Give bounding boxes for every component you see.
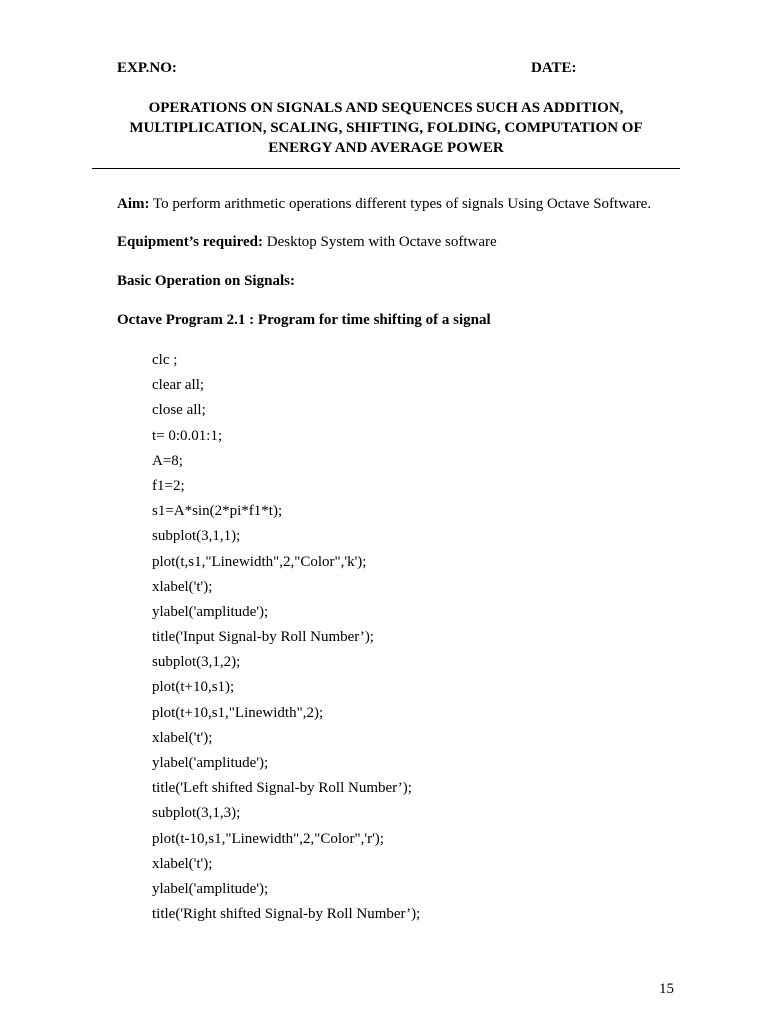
code-line: subplot(3,1,2); xyxy=(152,654,241,671)
code-line: clc ; xyxy=(152,352,178,368)
code-line: ylabel('amplitude'); xyxy=(152,880,269,897)
aim-text: To perform arithmetic operations different types of signals Using Octave Software. xyxy=(149,196,652,212)
code-line: A=8; xyxy=(152,452,183,469)
exp-no-label: EXP.NO: xyxy=(117,60,177,76)
title-line: MULTIPLICATION, SCALING, SHIFTING, FOLDING, COMPUTATION OF xyxy=(129,120,643,136)
code-line: t= 0:0.01:1; xyxy=(152,427,223,444)
code-line: title('Right shifted Signal-by Roll Number’); xyxy=(152,906,421,923)
program-heading: Octave Program 2.1 : Program for time shifting of a signal xyxy=(117,312,491,328)
code-line: subplot(3,1,3); xyxy=(152,805,241,822)
code-line: ylabel('amplitude'); xyxy=(152,603,269,620)
aim-paragraph xyxy=(117,194,651,214)
code-line: plot(t,s1,"Linewidth",2,"Color",'k'); xyxy=(152,553,367,570)
title-line: ENERGY AND AVERAGE POWER xyxy=(268,140,504,156)
code-line: title('Left shifted Signal-by Roll Number’); xyxy=(152,780,412,797)
code-line: close all; xyxy=(152,402,206,419)
horizontal-divider xyxy=(92,168,680,169)
equipment-label: Equipment’s required: xyxy=(117,234,263,250)
code-line: xlabel('t'); xyxy=(152,855,213,872)
code-line: subplot(3,1,1); xyxy=(152,528,241,545)
title-line: OPERATIONS ON SIGNALS AND SEQUENCES SUCH AS ADDITION, xyxy=(148,100,624,116)
code-line: s1=A*sin(2*pi*f1*t); xyxy=(152,503,283,520)
code-line: ylabel('amplitude'); xyxy=(152,755,269,771)
equipment-paragraph xyxy=(117,232,497,252)
code-line: plot(t+10,s1); xyxy=(152,679,235,696)
code-line: title('Input Signal-by Roll Number’); xyxy=(152,629,374,646)
code-line: xlabel('t'); xyxy=(152,578,213,595)
code-listing xyxy=(152,350,420,929)
code-line: f1=2; xyxy=(152,477,185,494)
equipment-text: Desktop System with Octave software xyxy=(263,234,497,250)
section-heading: Basic Operation on Signals: xyxy=(117,273,295,289)
page-number: 15 xyxy=(659,981,674,997)
code-line: plot(t-10,s1,"Linewidth",2,"Color",'r'); xyxy=(152,830,384,847)
page-title xyxy=(92,98,680,158)
code-line: clear all; xyxy=(152,377,205,394)
code-line: plot(t+10,s1,"Linewidth",2); xyxy=(152,704,324,721)
header-row xyxy=(117,60,597,80)
date-label: DATE: xyxy=(531,60,577,76)
code-line: xlabel('t'); xyxy=(152,729,213,746)
aim-label: Aim: xyxy=(117,196,150,212)
